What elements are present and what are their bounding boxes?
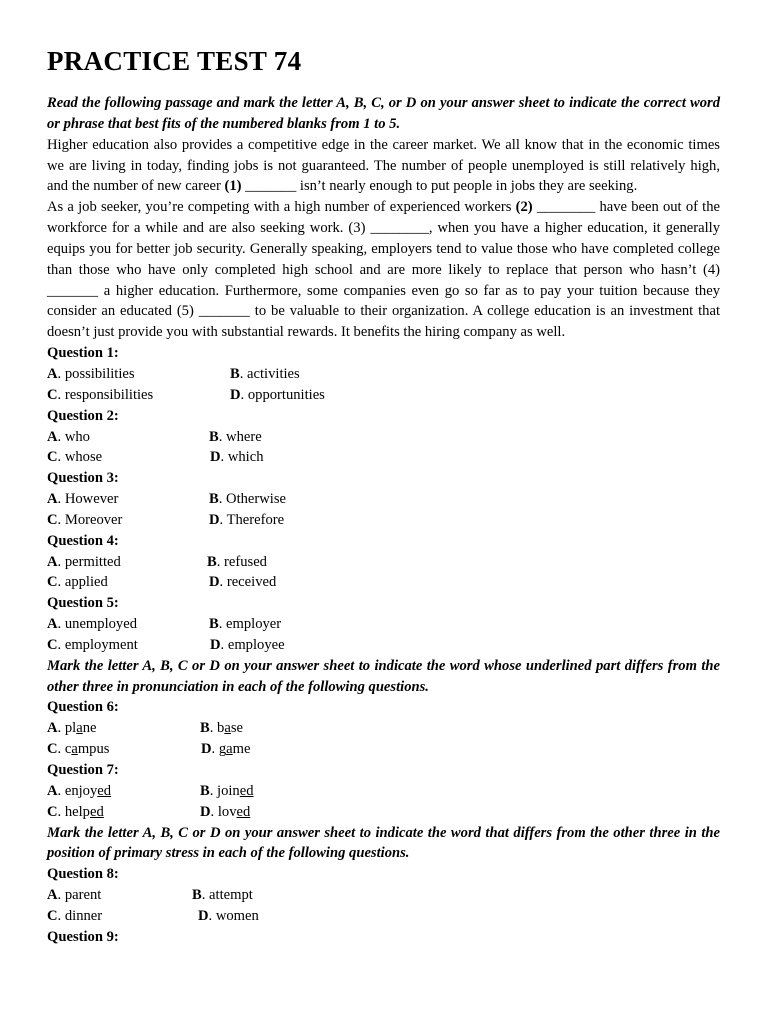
question-4-options-row-1 — [47, 552, 720, 573]
q3-option-c[interactable]: C. Moreover — [47, 511, 123, 528]
question-9-label: Question 9: — [47, 928, 119, 945]
passage-paragraph-2 — [47, 197, 720, 343]
question-8-options-row-2 — [47, 906, 720, 927]
q6-option-c[interactable]: C. campus — [47, 741, 110, 758]
question-5-options-row-2 — [47, 635, 720, 656]
q7-option-d[interactable]: D. loved — [200, 803, 251, 820]
question-7-label: Question 7: — [47, 762, 119, 778]
section1-instruction: Read the following passage and mark the letter A, B, C, or D on your answer sheet to indicate the correct word or phrase that best fits of the numbered blanks from 1 to 5. — [47, 95, 720, 132]
question-2-options-row-2 — [47, 447, 720, 468]
passage-p1-text-a: Higher education also provides a competitive edge in the career market. We all know that in the economic times we are living in today, finding jobs is not guaranteed. The number of people unemployed is still relatively high, and the number of new career — [47, 136, 720, 195]
q3-option-d[interactable]: D. Therefore — [209, 511, 285, 528]
question-4-label: Question 4: — [47, 532, 119, 549]
question-6-label: Question 6: — [47, 699, 119, 716]
q5-option-b[interactable]: B. employer — [209, 616, 282, 633]
question-5-options-row-1 — [47, 614, 720, 635]
q8-option-b[interactable]: B. attempt — [192, 887, 253, 904]
q1-option-c[interactable]: C. responsibilities — [47, 386, 154, 403]
q1-option-b[interactable]: B. activities — [230, 365, 300, 382]
question-7-options-row-2 — [47, 802, 720, 823]
section2-instruction: Mark the letter A, B, C or D on your answer sheet to indicate the word whose underlined part differs from the other three in pronunciation in each of the following questions. — [47, 657, 720, 695]
q1-option-a[interactable]: A. possibilities — [47, 365, 135, 382]
q2-option-c[interactable]: C. whose — [47, 449, 103, 466]
q8-option-d[interactable]: D. women — [198, 907, 259, 924]
q2-option-a[interactable]: A. who — [47, 428, 90, 445]
passage-p2-text-b: ________ have been out of the workforce for a while and are also seeking work. (3) ________, when you have a higher education, it generally equips you for better job security. Generally speaking, employers tend to value those who have completed college than those who have only completed high school and are more likely to replace that person who hasn’t (4) _______ a higher education. Furthermore, some companies even go so far as to pay your tuition because they consider an educated (5) _______ to be valuable to their organization. A college education is an investment that doesn’t just provide you with substantial rewards. It benefits the hiring company as well. — [47, 199, 721, 341]
question-2-options-row-1 — [47, 427, 720, 448]
blank-2-marker: (2) — [515, 199, 533, 216]
blank-1-marker: (1) — [224, 178, 242, 195]
question-7-options-row-1 — [47, 781, 720, 802]
q6-option-d[interactable]: D. game — [201, 741, 251, 758]
page-title: PRACTICE TEST 74 — [47, 46, 302, 76]
question-8-label: Question 8: — [47, 866, 119, 883]
passage-paragraph-1 — [47, 135, 720, 198]
passage-p2-text-a: As a job seeker, you’re competing with a high number of experienced workers — [47, 199, 516, 216]
q6-option-a[interactable]: A. plane — [47, 720, 97, 737]
q7-option-a[interactable]: A. enjoyed — [47, 782, 112, 799]
question-3-label: Question 3: — [47, 470, 119, 487]
q4-option-a[interactable]: A. permitted — [47, 553, 121, 570]
q3-option-a[interactable]: A. However — [47, 491, 119, 508]
question-4-options-row-2 — [47, 572, 720, 593]
q5-option-c[interactable]: C. employment — [47, 636, 138, 653]
question-2-label: Question 2: — [47, 407, 119, 424]
question-6-options-row-1 — [47, 718, 720, 739]
document-body — [47, 93, 720, 948]
q8-option-c[interactable]: C. dinner — [47, 907, 103, 924]
q7-option-b[interactable]: B. joined — [200, 782, 254, 799]
q1-option-d[interactable]: D. opportunities — [230, 386, 325, 403]
q5-option-d[interactable]: D. employee — [210, 636, 285, 653]
q7-option-c[interactable]: C. helped — [47, 803, 104, 820]
q4-option-d[interactable]: D. received — [209, 574, 277, 591]
q3-option-b[interactable]: B. Otherwise — [209, 491, 287, 508]
q4-option-b[interactable]: B. refused — [207, 553, 267, 570]
q5-option-a[interactable]: A. unemployed — [47, 616, 137, 633]
q2-option-d[interactable]: D. which — [210, 449, 264, 466]
q8-option-a[interactable]: A. parent — [47, 887, 102, 904]
question-8-options-row-1 — [47, 885, 720, 906]
question-6-options-row-2 — [47, 739, 720, 760]
q6-option-b[interactable]: B. base — [200, 720, 243, 737]
q4-option-c[interactable]: C. applied — [47, 574, 108, 591]
question-5-label: Question 5: — [47, 595, 119, 612]
question-1-options-row-2 — [47, 385, 720, 406]
question-3-options-row-2 — [47, 510, 720, 531]
section3-instruction: Mark the letter A, B, C or D on your answer sheet to indicate the word that differs from the other three in the position of primary stress in each of the following questions. — [47, 824, 720, 862]
question-1-label: Question 1: — [47, 345, 119, 362]
question-3-options-row-1 — [47, 489, 720, 510]
q2-option-b[interactable]: B. where — [209, 428, 262, 445]
question-1-options-row-1 — [47, 364, 720, 385]
passage-p1-text-b: _______ isn’t nearly enough to put people in jobs they are seeking. — [241, 178, 638, 195]
